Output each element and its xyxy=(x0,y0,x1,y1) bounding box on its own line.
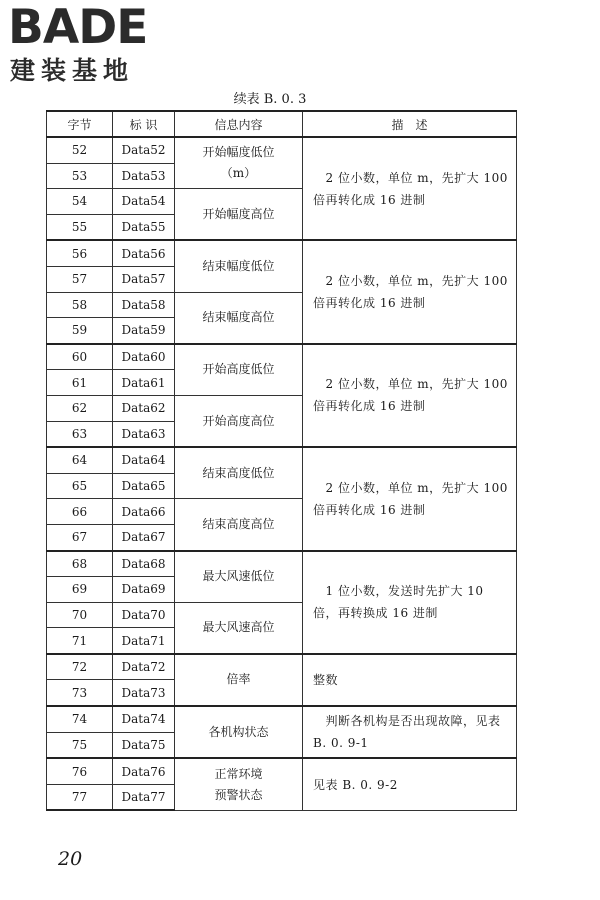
id-cell: Data71 xyxy=(113,628,175,654)
table-row xyxy=(47,240,517,266)
desc-cell: 2 位小数，单位 m，先扩大 100 倍再转化成 16 进制 xyxy=(303,344,517,447)
id-cell: Data59 xyxy=(113,318,175,344)
info-cell: 最大风速高位 xyxy=(175,602,303,654)
info-cell: 开始高度高位 xyxy=(175,395,303,447)
id-cell: Data66 xyxy=(113,499,175,525)
bade-logo xyxy=(8,2,188,90)
id-cell: Data77 xyxy=(113,784,175,810)
byte-cell: 68 xyxy=(47,551,113,577)
id-cell: Data62 xyxy=(113,395,175,421)
id-cell: Data58 xyxy=(113,292,175,318)
id-cell: Data67 xyxy=(113,524,175,550)
byte-cell: 52 xyxy=(47,137,113,163)
byte-cell: 73 xyxy=(47,680,113,706)
byte-cell: 70 xyxy=(47,602,113,628)
id-cell: Data52 xyxy=(113,137,175,163)
info-cell: 开始幅度高位 xyxy=(175,189,303,241)
header-desc: 描 述 xyxy=(303,111,517,137)
info-cell: 各机构状态 xyxy=(175,706,303,758)
byte-cell: 58 xyxy=(47,292,113,318)
byte-cell: 77 xyxy=(47,784,113,810)
desc-cell: 1 位小数，发送时先扩大 10 倍，再转换成 16 进制 xyxy=(303,551,517,654)
info-cell: 结束幅度高位 xyxy=(175,292,303,344)
byte-cell: 76 xyxy=(47,758,113,784)
info-cell: 结束高度高位 xyxy=(175,499,303,551)
byte-cell: 71 xyxy=(47,628,113,654)
id-cell: Data54 xyxy=(113,189,175,215)
table-row xyxy=(47,758,517,784)
id-cell: Data55 xyxy=(113,214,175,240)
id-cell: Data70 xyxy=(113,602,175,628)
byte-cell: 56 xyxy=(47,240,113,266)
info-cell: 开始高度低位 xyxy=(175,344,303,396)
table-row xyxy=(47,706,517,732)
byte-cell: 53 xyxy=(47,163,113,189)
byte-cell: 75 xyxy=(47,732,113,758)
byte-cell: 66 xyxy=(47,499,113,525)
id-cell: Data74 xyxy=(113,706,175,732)
table-title: 续表 B. 0. 3 xyxy=(233,92,307,107)
byte-cell: 72 xyxy=(47,654,113,680)
id-cell: Data64 xyxy=(113,447,175,473)
header-byte: 字节 xyxy=(47,111,113,137)
id-cell: Data65 xyxy=(113,473,175,499)
desc-cell: 2 位小数，单位 m，先扩大 100 倍再转化成 16 进制 xyxy=(303,447,517,550)
byte-cell: 55 xyxy=(47,214,113,240)
page-number: 20 xyxy=(58,848,83,870)
id-cell: Data69 xyxy=(113,577,175,603)
byte-cell: 60 xyxy=(47,344,113,370)
header-id: 标 识 xyxy=(113,111,175,137)
byte-cell: 67 xyxy=(47,524,113,550)
byte-cell: 65 xyxy=(47,473,113,499)
byte-cell: 54 xyxy=(47,189,113,215)
table-row xyxy=(47,654,517,680)
byte-cell: 57 xyxy=(47,266,113,292)
info-cell: 正常环境 预警状态 xyxy=(175,758,303,810)
logo-subtitle: 建装基地 xyxy=(10,56,135,85)
id-cell: Data63 xyxy=(113,421,175,447)
id-cell: Data73 xyxy=(113,680,175,706)
table-row xyxy=(47,137,517,163)
desc-cell: 见表 B. 0. 9-2 xyxy=(303,758,517,810)
id-cell: Data75 xyxy=(113,732,175,758)
id-cell: Data61 xyxy=(113,370,175,396)
info-cell: 倍率 xyxy=(175,654,303,706)
info-cell: 开始幅度低位 （m） xyxy=(175,137,303,189)
table-row xyxy=(47,344,517,370)
table-row xyxy=(47,447,517,473)
table-header-row xyxy=(47,111,517,137)
table-body xyxy=(47,137,517,810)
byte-cell: 74 xyxy=(47,706,113,732)
desc-cell: 2 位小数，单位 m，先扩大 100 倍再转化成 16 进制 xyxy=(303,240,517,343)
byte-cell: 62 xyxy=(47,395,113,421)
header-info: 信息内容 xyxy=(175,111,303,137)
data-table xyxy=(46,110,517,811)
id-cell: Data72 xyxy=(113,654,175,680)
desc-cell: 判断各机构是否出现故障，见表 B. 0. 9-1 xyxy=(303,706,517,758)
id-cell: Data56 xyxy=(113,240,175,266)
info-cell: 结束高度低位 xyxy=(175,447,303,499)
byte-cell: 64 xyxy=(47,447,113,473)
table-row xyxy=(47,551,517,577)
id-cell: Data57 xyxy=(113,266,175,292)
byte-cell: 63 xyxy=(47,421,113,447)
id-cell: Data68 xyxy=(113,551,175,577)
desc-cell: 2 位小数，单位 m，先扩大 100 倍再转化成 16 进制 xyxy=(303,137,517,240)
byte-cell: 61 xyxy=(47,370,113,396)
byte-cell: 69 xyxy=(47,577,113,603)
id-cell: Data60 xyxy=(113,344,175,370)
byte-cell: 59 xyxy=(47,318,113,344)
id-cell: Data76 xyxy=(113,758,175,784)
info-cell: 结束幅度低位 xyxy=(175,240,303,292)
info-cell: 最大风速低位 xyxy=(175,551,303,603)
logo-wordmark: BADE xyxy=(8,0,148,55)
id-cell: Data53 xyxy=(113,163,175,189)
desc-cell: 整数 xyxy=(303,654,517,706)
